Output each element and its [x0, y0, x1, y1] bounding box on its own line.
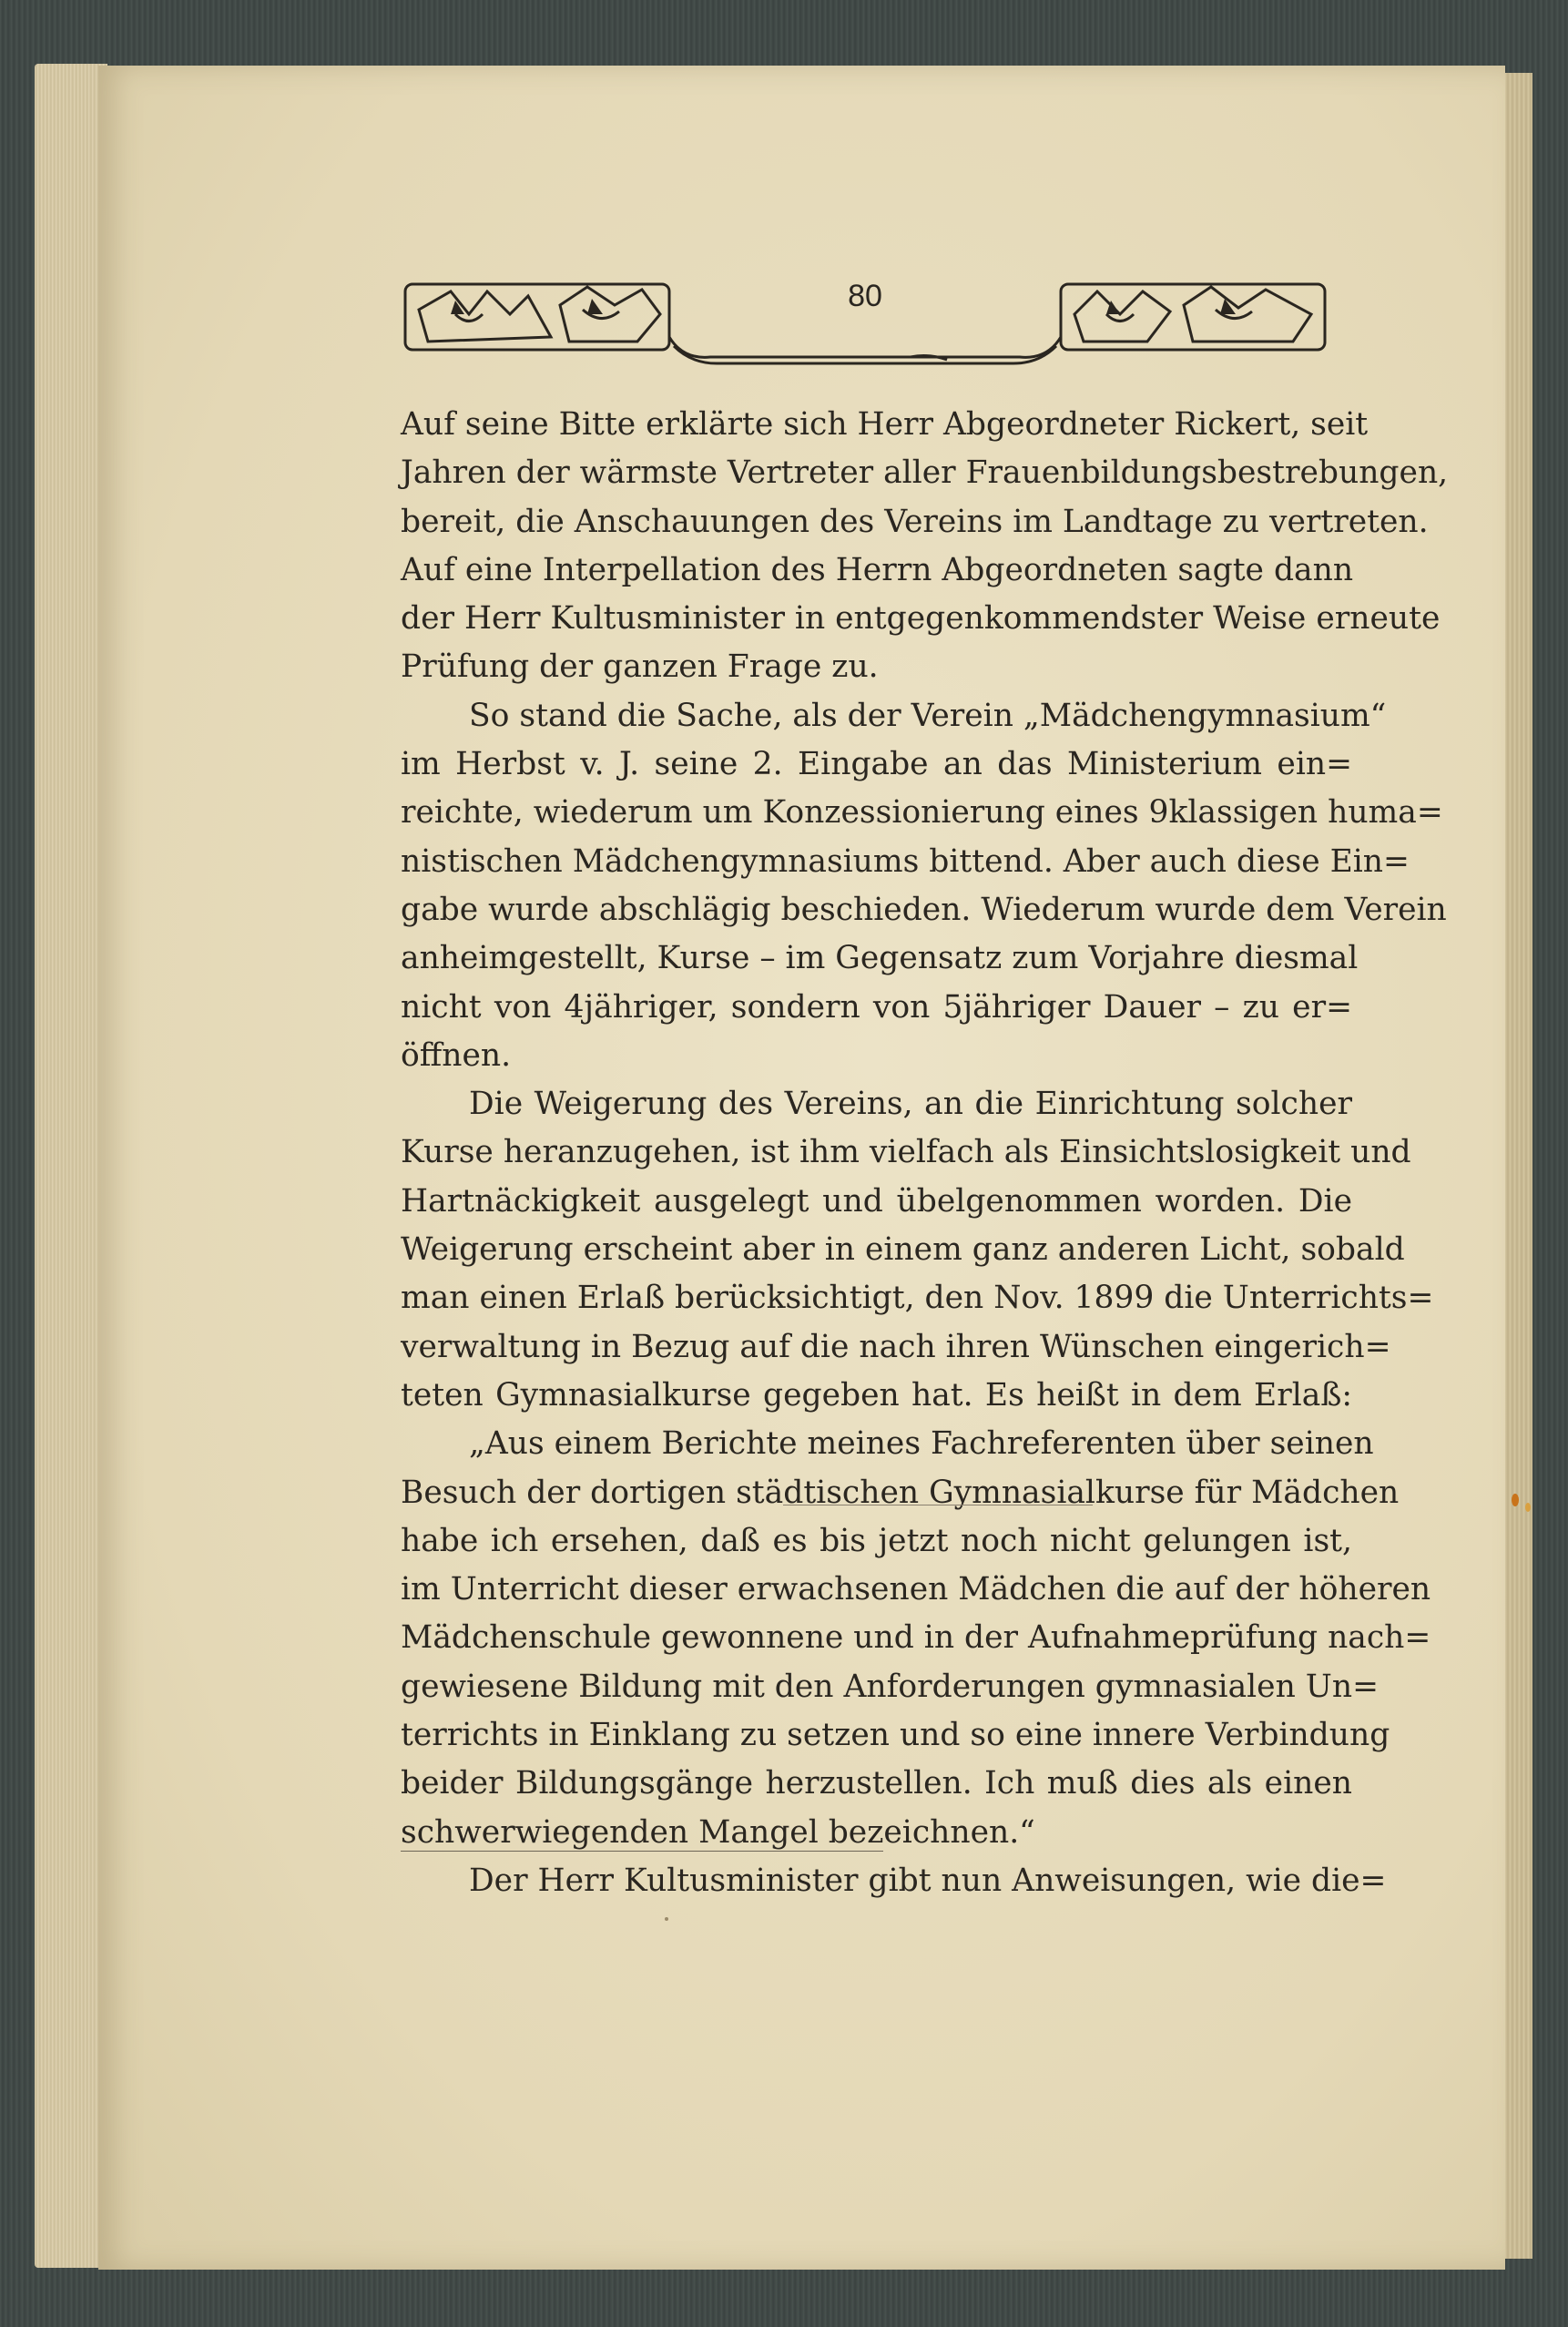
text-line: bereit, die Anschauungen des Vereins im Landtage zu vertreten. — [401, 503, 1429, 540]
text-line: schwerwiegenden Mangel bezeichnen.“ — [401, 1813, 1035, 1851]
text-line: verwaltung in Bezug auf die nach ihren Wünschen eingerich= — [401, 1328, 1391, 1365]
text-line: Die Weigerung des Vereins, an die Einrichtung solcher — [469, 1086, 1352, 1123]
text-line: Weigerung erscheint aber in einem ganz anderen Licht, sobald — [401, 1231, 1405, 1269]
text-line: anheimgestellt, Kurse – im Gegensatz zum Vorjahre diesmal — [401, 940, 1359, 977]
stain-speck — [1512, 1494, 1519, 1506]
page-stack-left — [35, 64, 107, 2268]
text-line: öffnen. — [401, 1036, 512, 1074]
text-line: nicht von 4jähriger, sondern von 5jähriger Dauer – zu er= — [401, 988, 1352, 1026]
text-line: der Herr Kultusminister in entgegenkommendster Weise erneute — [401, 600, 1441, 638]
text-line: gabe wurde abschlägig beschieden. Wiederum wurde dem Verein — [401, 891, 1447, 928]
text-line: Auf eine Interpellation des Herrn Abgeordneten sagte dann — [401, 551, 1354, 588]
text-line: im Unterricht dieser erwachsenen Mädchen die auf der höheren — [401, 1571, 1431, 1608]
stain-speck — [1525, 1503, 1531, 1512]
text-line: gewiesene Bildung mit den Anforderungen gymnasialen Un= — [401, 1668, 1379, 1705]
text-line: So stand die Sache, als der Verein „Mädchengymnasium“ — [469, 697, 1387, 734]
page-number: 80 — [848, 279, 882, 313]
text-line: habe ich ersehen, daß es bis jetzt noch nicht gelungen ist, — [401, 1522, 1352, 1559]
text-line: beider Bildungsgänge herzustellen. Ich muß dies als einen — [401, 1765, 1352, 1802]
text-line: teten Gymnasialkurse gegeben hat. Es heißt in dem Erlaß: — [401, 1376, 1352, 1414]
dust-speck — [665, 1917, 668, 1921]
page-stack-right — [1505, 73, 1532, 2259]
text-line: terrichts in Einklang zu setzen und so eine innere Verbindung — [401, 1717, 1390, 1754]
text-line: man einen Erlaß berücksichtigt, den Nov. 1899 die Unterrichts= — [401, 1280, 1434, 1317]
text-line: Kurse heranzugehen, ist ihm vielfach als Einsichtslosigkeit und — [401, 1134, 1411, 1171]
text-line: Mädchenschule gewonnene und in der Aufnahmeprüfung nach= — [401, 1619, 1431, 1657]
text-line: im Herbst v. J. seine 2. Eingabe an das Ministerium ein= — [401, 746, 1352, 783]
text-line: „Aus einem Berichte meines Fachreferenten über seinen — [469, 1425, 1374, 1463]
pencil-underline — [401, 1851, 883, 1852]
body-text — [401, 401, 1449, 1905]
text-line: Jahren der wärmste Vertreter aller Frauenbildungsbestrebungen, — [401, 454, 1449, 492]
text-line: Prüfung der ganzen Frage zu. — [401, 648, 879, 686]
text-line: Der Herr Kultusminister gibt nun Anweisungen, wie die= — [469, 1862, 1387, 1899]
text-line: nistischen Mädchengymnasiums bittend. Aber auch diese Ein= — [401, 842, 1410, 880]
text-line: reichte, wiederum um Konzessionierung eines 9klassigen huma= — [401, 794, 1443, 832]
text-line: Besuch der dortigen städtischen Gymnasialkurse für Mädchen — [401, 1474, 1400, 1511]
text-line: Hartnäckigkeit ausgelegt und übelgenommen worden. Die — [401, 1182, 1352, 1220]
text-line: Auf seine Bitte erklärte sich Herr Abgeordneter Rickert, seit — [401, 406, 1369, 443]
